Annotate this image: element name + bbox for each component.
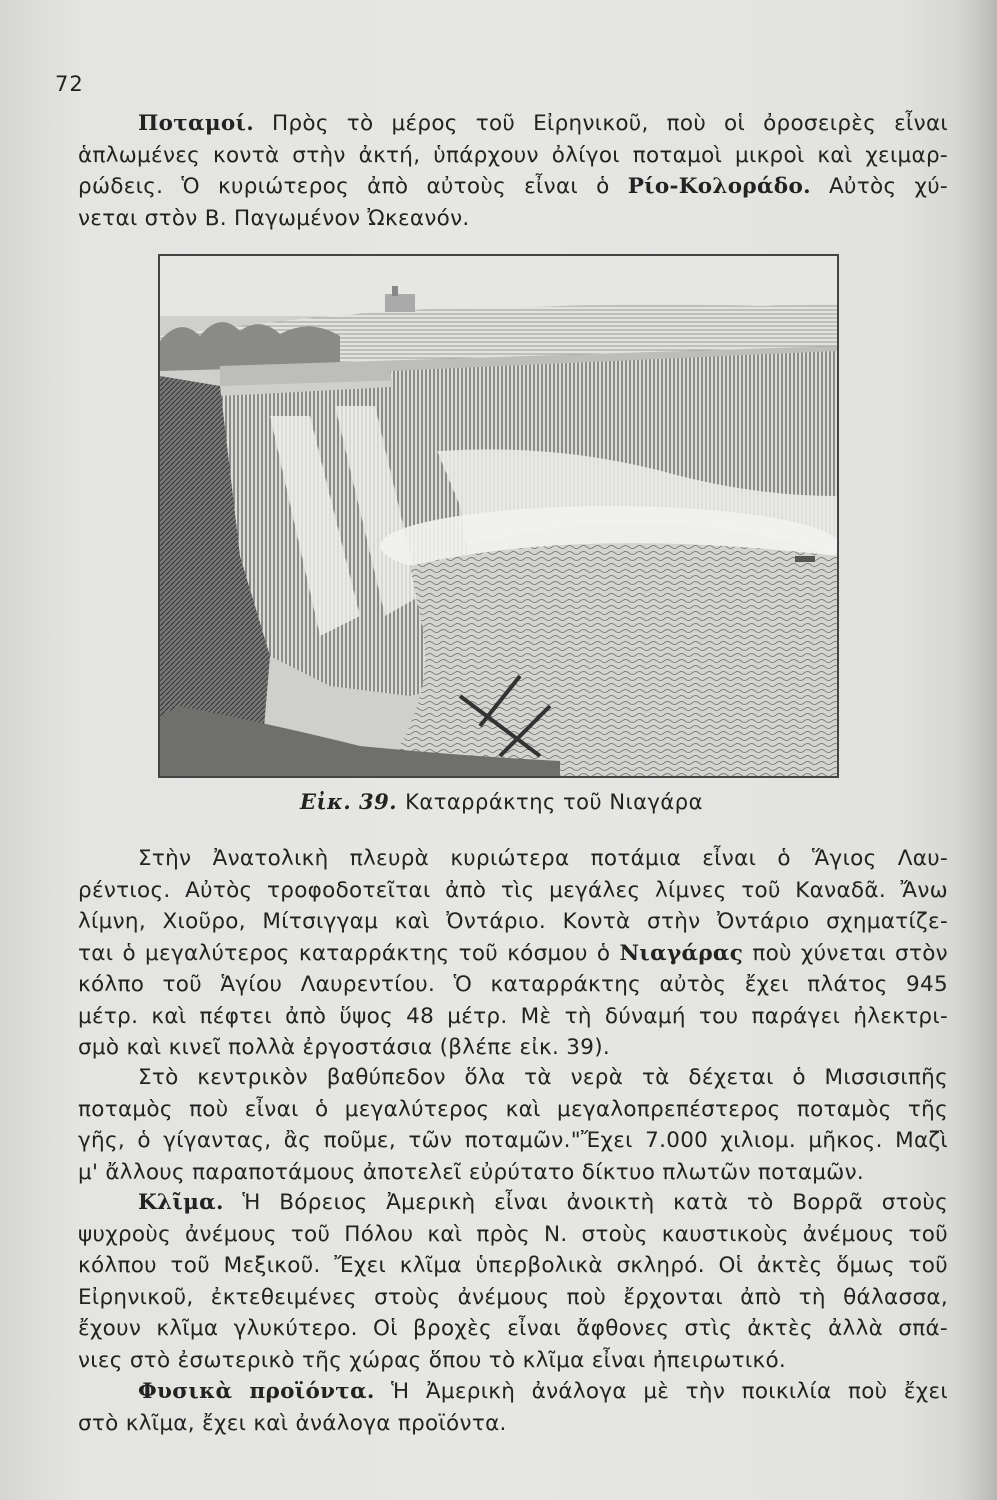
- paragraph-line: κόλπο τοῦ Ἁγίου Λαυρεντίου. Ὁ καταρράκτης αὐτὸς ἔχει πλάτος 945: [78, 972, 948, 997]
- figure-caption-text: Καταρράκτης τοῦ Νιαγάρα: [405, 790, 703, 814]
- paragraph-line: στὸ κλῖμα, ἔχει καὶ ἀνάλογα προϊόντα.: [78, 1410, 507, 1436]
- section-heading-climate: Κλῖμα.: [138, 1190, 224, 1215]
- paragraph-line: μέτρ. καὶ πέφτει ἀπὸ ὕψος 48 μέτρ. Μὲ τὴ δύναμή του παράγει ἠλεκτρι-: [78, 1003, 948, 1029]
- niagara-falls-illustration: [158, 254, 839, 778]
- paragraph-line: Στὸ κεντρικὸν βαθύπεδον ὅλα τὰ νερὰ τὰ δέχεται ὁ Μισσισιπῆς: [138, 1065, 948, 1090]
- paragraph-line: λίμνη, Χιοῦρο, Μίτσιγγαμ καὶ Ὀντάριο. Κοντὰ στὴν Ὀντάριο σχηματίζε-: [78, 909, 948, 934]
- paragraph-east: [78, 843, 948, 1064]
- figure-label: Εἰκ. 39.: [300, 789, 398, 814]
- paragraph-line: Εἰρηνικοῦ, ἐκτεθειμένες στοὺς ἀνέμους ποὺ ἔρχονται ἀπὸ τὴ θάλασσα,: [78, 1284, 948, 1310]
- paragraph-line: Φυσικὰ προϊόντα. Ἡ Ἀμερικὴ ἀνάλογα μὲ τὴν ποικιλία ποὺ ἔχει: [138, 1379, 948, 1404]
- paragraph-line: μ' ἄλλους παραποτάμους ἀποτελεῖ εὐρύτατο δίκτυο πλωτῶν ποταμῶν.: [78, 1159, 865, 1185]
- paragraph-line: ἔχουν κλῖμα γλυκύτερο. Οἱ βροχὲς εἶναι ἄφθονες στὶς ἀκτὲς ἀλλὰ σπά-: [78, 1316, 948, 1341]
- emphasis-colorado: Ρίο-Κολοράδο.: [627, 174, 811, 199]
- paragraph-rivers: [78, 108, 948, 234]
- paragraph-climate: [78, 1187, 948, 1376]
- figure-caption: [300, 789, 780, 814]
- paragraph-line: Στὴν Ἀνατολικὴ πλευρὰ κυριώτερα ποτάμια εἶναι ὁ Ἅγιος Λαυ-: [138, 846, 948, 871]
- niagara-engraving: [160, 256, 837, 776]
- paragraph-line: ρώδεις. Ὁ κυριώτερος ἀπὸ αὐτοὺς εἶναι ὁ Ρίο-Κολοράδο. Αὐτὸς χύ-: [78, 174, 948, 199]
- paragraph-line: κόλπου τοῦ Μεξικοῦ. Ἔχει κλῖμα ὑπερβολικὰ σκληρό. Οἱ ἀκτὲς ὅμως τοῦ: [78, 1253, 948, 1278]
- paragraph-line: νεται στὸν Β. Παγωμένον Ὠκεανόν.: [78, 205, 470, 231]
- paragraph-line: Ποταμοί. Πρὸς τὸ μέρος τοῦ Εἰρηνικοῦ, ποὺ οἱ ὀροσειρὲς εἶναι: [138, 111, 948, 136]
- paragraph-products: [78, 1376, 948, 1439]
- paragraph-line: ρέντιος. Αὐτὸς τροφοδοτεῖται ἀπὸ τὶς μεγάλες λίμνες τοῦ Καναδᾶ. Ἄνω: [78, 877, 948, 903]
- section-heading-rivers: Ποταμοί.: [138, 111, 255, 136]
- paragraph-line: νιες στὸ ἐσωτερικὸ τῆς χώρας ὅπου τὸ κλῖμα εἶναι ἠπειρωτικό.: [78, 1347, 787, 1373]
- paragraph-line: γῆς, ὁ γίγαντας, ἂς ποῦμε, τῶν ποταμῶν."Ἔχει 7.000 χιλιομ. μῆκος. Μαζὶ: [78, 1128, 948, 1153]
- page-fold-shadow: [957, 0, 997, 1500]
- page-number: 72: [55, 72, 84, 96]
- paragraph-line: ποταμὸς ποὺ εἶναι ὁ μεγαλύτερος καὶ μεγαλοπρεπέστερος ποταμὸς τῆς: [78, 1096, 948, 1122]
- emphasis-niagara: Νιαγάρας: [619, 940, 744, 966]
- paragraph-line: σμὸ καὶ κινεῖ πολλὰ ἐργοστάσια (βλέπε εἰκ. 39).: [78, 1035, 611, 1060]
- paragraph-line: ται ὁ μεγαλύτερος καταρράκτης τοῦ κόσμου ὁ Νιαγάρας ποὺ χύνεται στὸν: [78, 940, 948, 966]
- paragraph-line: ἁπλωμένες κοντὰ στὴν ἀκτή, ὑπάρχουν ὀλίγοι ποταμοὶ μικροὶ καὶ χειμαρ-: [78, 142, 948, 168]
- paragraph-line: ψυχροὺς ἀνέμους τοῦ Πόλου καὶ πρὸς Ν. στοὺς καυστικοὺς ἀνέμους τοῦ: [78, 1221, 948, 1247]
- paragraph-line: Κλῖμα. Ἡ Βόρειος Ἀμερικὴ εἶναι ἀνοικτὴ κατὰ τὸ Βορρᾶ στοὺς: [138, 1190, 948, 1215]
- section-heading-products: Φυσικὰ προϊόντα.: [138, 1379, 375, 1404]
- paragraph-mississippi: [78, 1062, 948, 1188]
